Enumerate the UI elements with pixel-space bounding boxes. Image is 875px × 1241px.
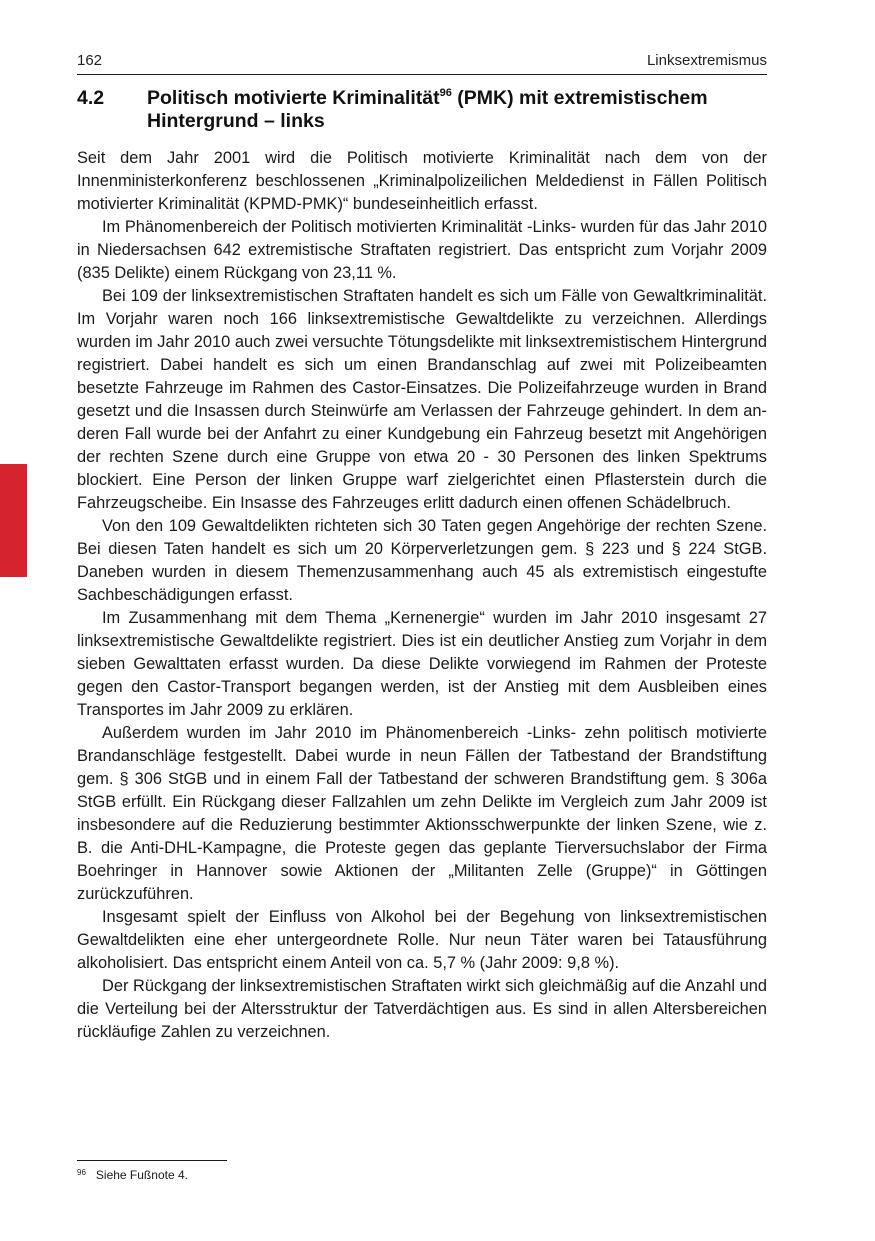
- running-header: [77, 51, 767, 71]
- paragraph: Der Rückgang der linksextremistischen Straftaten wirkt sich gleichmäßig auf die Anzahl und die Verteilung bei der Altersstruktur der Tatverdächtigen aus. Es sind in allen Altersbereichen rückläufige Zahlen zu verzeichnen.: [77, 977, 767, 1041]
- paragraph: Insgesamt spielt der Einfluss von Alkohol bei der Begehung von linksextremistischen Gewaltdelikten eine eher untergeordnete Rolle. Nur neun Täter waren bei Tatausführung alkoholisiert. Das entspricht einem Anteil von ca. 5,7 % (Jahr 2009: 9,8 %).: [77, 908, 767, 972]
- section-title-part2: (PMK) mit extremistischem Hintergrund – links: [147, 87, 708, 132]
- paragraph: Im Phänomenbereich der Politisch motivierten Kriminalität -Links- wurden für das Jahr 2010 in Niedersachsen 642 extremistische Straftaten registriert. Das entspricht zum Vorjahr 2009 (835 Delikte) einem Rückgang von 23,11 %.: [77, 218, 767, 282]
- footnote-mark: 96: [77, 1168, 86, 1177]
- chapter-marker-tab: [0, 464, 27, 577]
- section-title: [147, 87, 767, 133]
- paragraph: Bei 109 der linksextremistischen Straftaten handelt es sich um Fälle von Gewaltkriminalität. Im Vorjahr waren noch 166 linksextremistische Gewaltdelikte zu verzeichnen. Allerdings wurden im Jahr 2010 auch zwei versuchte Tötungsdelikte mit linksextremistischem Hintergrund registriert. Dabei handelt es sich um einen Brandanschlag auf zwei mit Polizeibeamten besetzte Fahrzeuge im Rahmen des Castor-Einsatzes. Die Polizeifahrzeuge wurden in Brand gesetzt und die Insassen durch Steinwürfe am Verlassen der Fahrzeuge gehindert. In dem anderen Fall wurde bei der Anfahrt zu einer Kundgebung ein Fahrzeug besetzt mit Angehörigen der rechten Szene durch eine Gruppe von etwa 20 - 30 Personen des linken Spektrums blockiert. Eine Person der linken Gruppe warf zielgerichtet einen Pflasterstein durch die Fahrzeugscheibe. Ein Insasse des Fahrzeuges erlitt dadurch einen offenen Schädelbruch.: [77, 287, 767, 512]
- header-rule: [77, 74, 767, 75]
- footnote-text: Siehe Fußnote 4.: [95, 1168, 188, 1182]
- footnote-reference[interactable]: 96: [439, 87, 452, 99]
- section-title-part1: Politisch motivierte Kriminalität: [147, 87, 440, 109]
- running-title: Linksextremismus: [646, 52, 767, 69]
- paragraph: Außerdem wurden im Jahr 2010 im Phänomenbereich -Links- zehn politisch motivierte Brandanschläge festgestellt. Dabei wurde in neun Fällen der Tatbestand der Brandstiftung gem. § 306 StGB und in einem Fall der Tatbestand der schweren Brandstiftung gem. § 306a StGB erfüllt. Ein Rückgang dieser Fallzahlen um zehn Delikte im Vergleich zum Jahr 2009 ist insbesondere auf die Reduzierung bestimmter Aktionsschwerpunkte der linken Szene, wie z. B. die Anti-DHL-Kampagne, die Proteste gegen das geplante Tierversuchslabor der Firma Boehringer in Hannover sowie Aktionen der „Militanten Zelle (Gruppe)“ in Göttingen zurückzuführen.: [77, 724, 767, 903]
- paragraph: Im Zusammenhang mit dem Thema „Kernenergie“ wurden im Jahr 2010 insgesamt 27 linksextremistische Gewaltdelikte registriert. Dies ist ein deutlicher Anstieg zum Vorjahr in dem sieben Gewalttaten erfasst wurden. Da diese Delikte vorwiegend im Rahmen der Proteste gegen den Castor-Transport begangen werden, ist der Anstieg mit dem Ausbleiben eines Transportes im Jahr 2009 zu erklären.: [77, 609, 767, 719]
- section-heading: [77, 87, 767, 133]
- footnote: [77, 1165, 188, 1183]
- page-number: 162: [77, 52, 103, 69]
- paragraph: Von den 109 Gewaltdelikten richteten sich 30 Taten gegen Angehörige der rechten Szene. Bei diesen Taten handelt es sich um 20 Körperverletzungen gem. § 223 und § 224 StGB. Daneben wurden in diesem Themenzusammenhang auch 45 als extremistisch eingestufte Sachbeschädigungen erfasst.: [77, 517, 767, 604]
- section-number: 4.2: [77, 87, 105, 109]
- body-text: [77, 147, 767, 1044]
- footnote-rule: [77, 1160, 227, 1161]
- paragraph: Seit dem Jahr 2001 wird die Politisch motivierte Kriminalität nach dem von der Innenministerkonferenz beschlossenen „Kriminalpolizeilichen Meldedienst in Fällen Politisch motivierter Kriminalität (KPMD-PMK)“ bundeseinheitlich erfasst.: [77, 149, 767, 213]
